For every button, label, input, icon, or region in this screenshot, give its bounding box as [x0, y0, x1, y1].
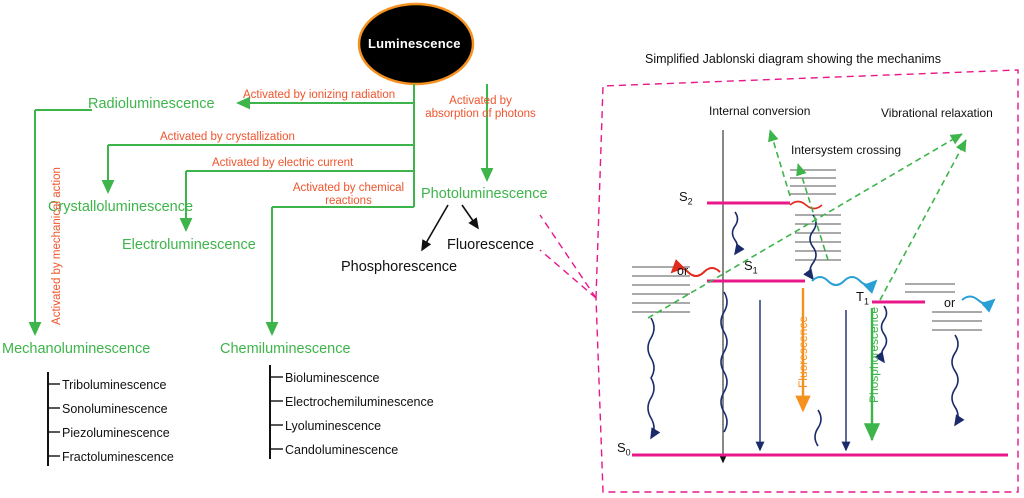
state-label-s1	[744, 258, 758, 276]
node-fluorescence: Fluorescence	[447, 237, 535, 253]
list-item: Electrochemiluminescence	[285, 395, 434, 409]
state-label-s0	[617, 440, 631, 458]
node-phosphorescence: Phosphorescence	[341, 259, 458, 275]
label-vibrational-relaxation: Vibrational relaxation	[881, 106, 993, 120]
state-s0-sub: 0	[625, 447, 631, 458]
list-item: Lyoluminescence	[285, 419, 382, 433]
node-photoluminescence: Photoluminescence	[421, 186, 548, 202]
label-phosphorescence-transition: Phosphorescence	[867, 306, 881, 404]
node-chemiluminescence: Chemiluminescence	[220, 341, 351, 357]
list-item: Sonoluminescence	[62, 402, 168, 416]
state-s2-letter: S	[679, 189, 688, 204]
activation-crystallization: Activated by crystallization	[160, 131, 295, 143]
luminescence-title: Luminescence	[368, 36, 461, 51]
callout-frame	[596, 70, 1018, 492]
state-t1-letter: T	[856, 289, 864, 304]
state-label-t1	[856, 289, 869, 307]
activation-photons-line1: Activated by	[449, 95, 512, 107]
activation-chemical-line2: reactions	[325, 195, 372, 207]
list-item: Piezoluminescence	[62, 426, 170, 440]
activation-electric-current: Activated by electric current	[212, 157, 354, 169]
list-item: Triboluminescence	[62, 378, 167, 392]
label-fluorescence-transition: Fluorescence	[796, 315, 810, 389]
activation-photon-absorption	[418, 95, 543, 121]
activation-photons-line2: absorption of photons	[425, 108, 536, 120]
activation-mechanical-action: Activated by mechanical action	[51, 167, 63, 325]
list-item: Candoluminescence	[285, 443, 399, 457]
state-s1-sub: 1	[752, 265, 758, 276]
list-item: Fractoluminescence	[62, 450, 174, 464]
state-label-s2	[679, 189, 693, 207]
list-item: Bioluminescence	[285, 371, 380, 385]
label-internal-conversion: Internal conversion	[709, 104, 811, 118]
activation-ionizing-radiation: Activated by ionizing radiation	[243, 89, 396, 101]
label-intersystem-crossing: Intersystem crossing	[791, 143, 902, 157]
state-s2-sub: 2	[687, 196, 693, 207]
jablonski-title: Simplified Jablonski diagram showing the mechanims	[645, 52, 941, 66]
label-or-left: or	[677, 264, 689, 278]
node-electroluminescence: Electroluminescence	[122, 237, 256, 253]
node-mechanoluminescence: Mechanoluminescence	[2, 341, 151, 357]
node-radioluminescence: Radioluminescence	[88, 96, 215, 112]
state-s1-letter: S	[744, 258, 753, 273]
activation-chemical-line1: Activated by chemical	[292, 182, 405, 194]
node-crystalloluminescence: Crystalloluminescence	[48, 199, 194, 215]
state-t1-sub: 1	[863, 296, 869, 307]
activation-chemical-reactions	[281, 182, 416, 208]
state-s0-letter: S	[617, 440, 626, 455]
label-or-right: or	[944, 296, 956, 310]
